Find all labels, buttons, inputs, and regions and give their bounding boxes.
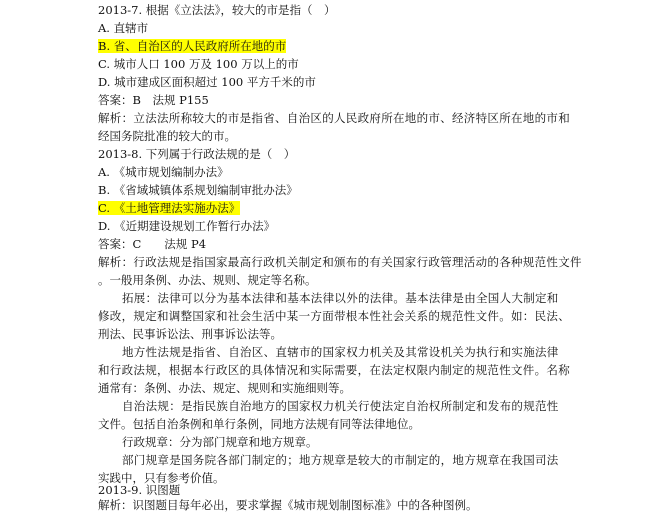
extension-paragraph-cont: 刑法、民事诉讼法、刑事诉讼法等。 [98, 327, 282, 341]
option-b-row [98, 38, 286, 55]
department-rules-paragraph: 部门规章是国务院各部门制定的；地方规章是较大的市制定的，地方规章在我国司法 [122, 453, 559, 467]
explanation-cont: 。一般用条例、办法、规则、规定等名称。 [98, 273, 317, 287]
question-2013-9: 2013-9. 识图题 [98, 483, 181, 497]
administrative-rules-paragraph: 行政规章：分为部门规章和地方规章。 [122, 435, 318, 449]
department-rules-cont: 实践中，只有参考价值。 [98, 471, 225, 485]
extension-paragraph-cont: 修改，规定和调整国家和社会生活中某一方面带根本性社会关系的规范性文件。如：民法、 [98, 309, 570, 323]
answer: 答案：B 法规 P155 [98, 93, 209, 107]
local-regulations-cont: 和行政法规，根据本行政区的具体情况和实际需要，在法定权限内制定的规范性文件。名称 [98, 363, 570, 377]
local-regulations-cont: 通常有：条例、办法、规定、规则和实施细则等。 [98, 381, 351, 395]
answer: 答案：C 法规 P4 [98, 237, 207, 251]
option-a: A. 《城市规划编制办法》 [98, 165, 229, 179]
extension-paragraph: 拓展：法律可以分为基本法律和基本法律以外的法律。基本法律是由全国人大制定和 [122, 291, 559, 305]
option-d: D. 《近期建设规划工作暂行办法》 [98, 219, 276, 233]
option-b: B. 《省域城镇体系规划编制审批办法》 [98, 183, 298, 197]
option-c: C. 城市人口 100 万及 100 万以上的市 [98, 57, 299, 71]
option-d: D. 城市建成区面积超过 100 平方千米的市 [98, 75, 316, 89]
question-2013-7: 2013-7. 根据《立法法》，较大的市是指（ ） [98, 3, 336, 17]
option-a: A. 直辖市 [98, 21, 149, 35]
local-regulations-paragraph: 地方性法规是指省、自治区、直辖市的国家权力机关及其常设机关为执行和实施法律 [122, 345, 559, 359]
option-c-row [98, 200, 240, 217]
explanation-cont: 经国务院批准的较大的市。 [98, 129, 236, 143]
option-b-highlighted: B. 省、自治区的人民政府所在地的市 [98, 39, 287, 53]
option-c-highlighted: C. 《土地管理法实施办法》 [98, 201, 241, 215]
explanation: 解析：识图题目每年必出，要求掌握《城市规划制图标准》中的各种图例。 [98, 498, 478, 512]
autonomous-regulations-cont: 文件。包括自治条例和单行条例，同地方法规有同等法律地位。 [98, 417, 420, 431]
autonomous-regulations-paragraph: 自治法规：是指民族自治地方的国家权力机关行使法定自治权所制定和发布的规范性 [122, 399, 559, 413]
explanation: 解析：行政法规是指国家最高行政机关制定和颁布的有关国家行政管理活动的各种规范性文件 [98, 255, 582, 269]
question-2013-8: 2013-8. 下列属于行政法规的是（ ） [98, 147, 296, 161]
explanation: 解析：立法法所称较大的市是指省、自治区的人民政府所在地的市、经济特区所在地的市和 [98, 111, 570, 125]
